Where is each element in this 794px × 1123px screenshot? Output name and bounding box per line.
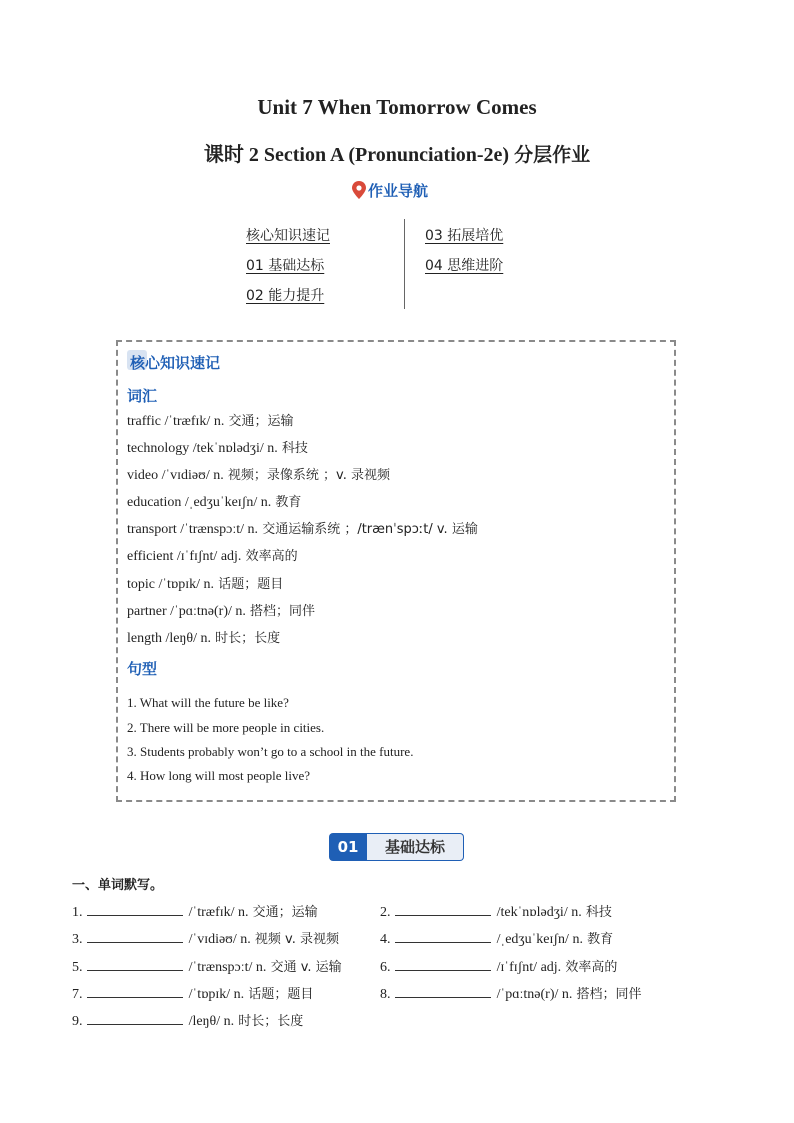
sentence-item: 1. What will the future be like?	[127, 695, 289, 710]
answer-blank[interactable]	[395, 930, 491, 943]
answer-blank[interactable]	[87, 985, 183, 998]
exercise-item: 8. /ˈpɑːtnə(r)/ n. 搭档；同伴	[380, 987, 642, 1002]
vocab-item: efficient /ɪˈfɪʃnt/ adj. 效率高的	[127, 549, 298, 564]
exercise-item: 5. /ˈtrænspɔːt/ n. 交通 v. 运输	[72, 960, 342, 975]
vocab-item: education /ˌedʒuˈkeɪʃn/ n. 教育	[127, 495, 302, 510]
nav-link-03[interactable]: 03 拓展培优	[425, 228, 504, 244]
knowledge-title-text: 核心知识速记	[130, 354, 221, 372]
answer-blank[interactable]	[87, 903, 183, 916]
vocab-heading: 词汇	[127, 387, 158, 405]
vocab-item: transport /ˈtrænspɔːt/ n. 交通运输系统 ；/trænˈspɔːt/ v. 运输	[127, 522, 478, 537]
exercise-item: 2. /tekˈnɒlədʒi/ n. 科技	[380, 905, 612, 920]
knowledge-title	[130, 352, 220, 373]
answer-blank[interactable]	[395, 985, 491, 998]
exercise-item: 4. /ˌedʒuˈkeɪʃn/ n. 教育	[380, 932, 614, 947]
question-title: 一、单词默写。	[72, 878, 164, 893]
vocab-item: technology /tekˈnɒlədʒi/ n. 科技	[127, 441, 308, 456]
location-pin-icon	[352, 181, 366, 199]
exercise-item: 1. /ˈtræfɪk/ n. 交通；运输	[72, 905, 318, 920]
nav-link-04[interactable]: 04 思维进阶	[425, 258, 504, 274]
sentence-item: 4. How long will most people live?	[127, 768, 311, 783]
nav-link-01[interactable]: 01 基础达标	[246, 258, 325, 274]
nav-link-core[interactable]: 核心知识速记	[246, 228, 330, 244]
exercise-item: 9. /leŋθ/ n. 时长；长度	[72, 1014, 304, 1029]
section-badge	[329, 833, 465, 861]
exercise-item: 6. /ɪˈfɪʃnt/ adj. 效率高的	[380, 960, 618, 975]
nav-link-02[interactable]: 02 能力提升	[246, 288, 325, 304]
sentence-item: 3. Students probably won’t go to a school in the future.	[127, 744, 414, 759]
exercise-item: 7. /ˈtɒpɪk/ n. 话题；题目	[72, 987, 314, 1002]
exercise-item: 3. /ˈvɪdiəʊ/ n. 视频 v. 录视频	[72, 932, 339, 947]
page-title: Unit 7 When Tomorrow Comes	[257, 95, 537, 119]
section-badge-label: 基础达标	[367, 833, 464, 861]
answer-blank[interactable]	[87, 930, 183, 943]
vocab-item: traffic /ˈtræfɪk/ n. 交通；运输	[127, 414, 294, 429]
subtitle-cn: 分层作业	[514, 144, 591, 166]
nav-heading	[352, 180, 428, 201]
answer-blank[interactable]	[395, 958, 491, 971]
subtitle-en: 课时 2 Section A (Pronunciation-2e)	[203, 144, 510, 166]
section-badge-number: 01	[329, 833, 367, 861]
vocab-item: length /leŋθ/ n. 时长；长度	[127, 631, 281, 646]
sentence-item: 2. There will be more people in cities.	[127, 720, 325, 735]
vocab-item: video /ˈvɪdiəʊ/ n. 视频；录像系统 ；v. 录视频	[127, 468, 390, 483]
vocab-item: partner /ˈpɑːtnə(r)/ n. 搭档；同伴	[127, 604, 316, 619]
page-subtitle	[0, 138, 794, 167]
nav-divider	[404, 219, 405, 309]
answer-blank[interactable]	[87, 1012, 183, 1025]
vocab-item: topic /ˈtɒpɪk/ n. 话题；题目	[127, 577, 284, 592]
nav-heading-text: 作业导航	[368, 182, 429, 200]
sentence-heading: 句型	[127, 660, 158, 678]
answer-blank[interactable]	[395, 903, 491, 916]
answer-blank[interactable]	[87, 958, 183, 971]
